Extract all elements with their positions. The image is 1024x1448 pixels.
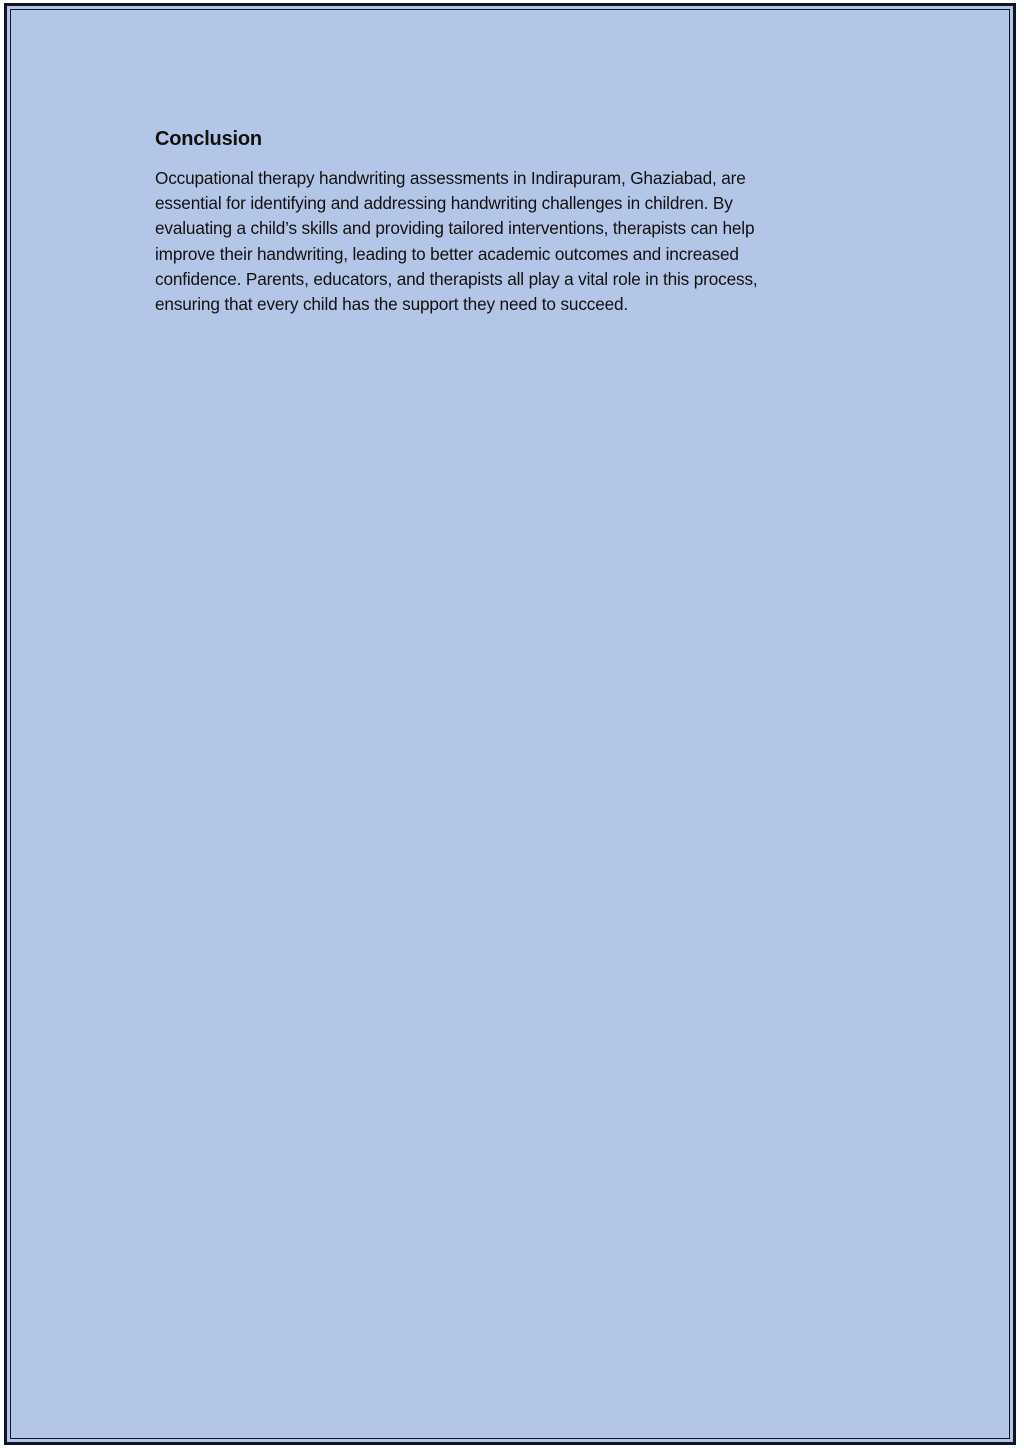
section-heading: Conclusion — [155, 128, 262, 150]
conclusion-paragraph: Occupational therapy handwriting assessments in Indirapuram, Ghaziabad, are essential for identifying and addressing handwriting challenges in children. By evaluating a child’s skills and providing tailored interventions, therapists can help improve their handwriting, leading to better academic outcomes and increased confidence. Parents, educators, and therapists all play a vital role in this process, ensuring that every child has the support they need to succeed. — [155, 168, 758, 315]
content-block — [155, 125, 855, 317]
